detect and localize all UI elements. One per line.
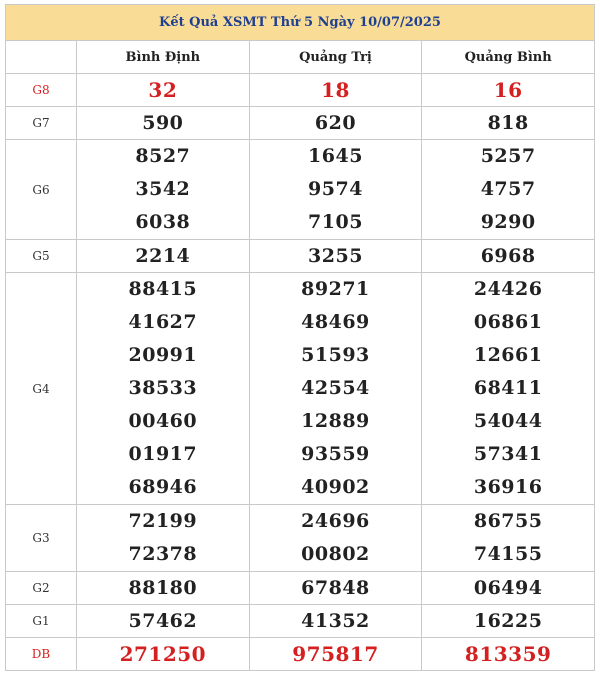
prize-cell: 16225 <box>422 605 595 638</box>
prize-cell <box>249 273 422 505</box>
prize-number: 54044 <box>473 410 543 432</box>
prize-number: 51593 <box>301 344 370 366</box>
prize-label: G1 <box>6 605 77 638</box>
prize-row <box>6 107 595 140</box>
table-title: Kết Quả XSMT Thứ 5 Ngày 10/07/2025 <box>6 5 595 41</box>
prize-cell: 16 <box>422 74 595 107</box>
lottery-results-table <box>5 4 595 671</box>
prize-cell: 57462 <box>77 605 250 638</box>
prize-number: 12889 <box>301 410 370 432</box>
prize-header-blank <box>6 41 77 74</box>
prize-cell <box>77 140 250 240</box>
prize-row <box>6 140 595 240</box>
prize-label: G2 <box>6 572 77 605</box>
prize-cell <box>422 273 595 505</box>
prize-cell: 813359 <box>422 638 595 671</box>
prize-number: 72378 <box>128 543 198 565</box>
prize-cell: 06494 <box>422 572 595 605</box>
prize-number: 8527 <box>135 145 191 167</box>
prize-row <box>6 74 595 107</box>
prize-cell <box>422 140 595 240</box>
prize-cell: 67848 <box>249 572 422 605</box>
prize-label: G8 <box>6 74 77 107</box>
prize-number: 88415 <box>128 278 198 300</box>
prize-cell: 975817 <box>249 638 422 671</box>
prize-number: 86755 <box>473 510 543 532</box>
prize-cell <box>422 505 595 572</box>
prize-number: 48469 <box>301 311 370 333</box>
prize-number: 20991 <box>128 344 198 366</box>
prize-number: 1645 <box>308 145 363 167</box>
prize-cell <box>77 505 250 572</box>
prize-number: 36916 <box>473 476 543 498</box>
prize-cell: 41352 <box>249 605 422 638</box>
prize-label: G3 <box>6 505 77 572</box>
prize-number: 38533 <box>128 377 198 399</box>
prize-row <box>6 572 595 605</box>
prize-row <box>6 605 595 638</box>
prize-number: 57341 <box>473 443 543 465</box>
prize-number: 06861 <box>473 311 543 333</box>
prize-row <box>6 273 595 505</box>
prize-cell: 818 <box>422 107 595 140</box>
prize-number: 5257 <box>480 145 536 167</box>
prize-cell: 271250 <box>77 638 250 671</box>
prize-cell <box>77 273 250 505</box>
prize-label: G4 <box>6 273 77 505</box>
prize-cell: 3255 <box>249 240 422 273</box>
province-header: Quảng Bình <box>422 41 595 74</box>
prize-row <box>6 638 595 671</box>
prize-row <box>6 240 595 273</box>
prize-cell: 18 <box>249 74 422 107</box>
prize-number: 12661 <box>473 344 543 366</box>
prize-number: 9574 <box>308 178 363 200</box>
prize-label: G6 <box>6 140 77 240</box>
province-header: Bình Định <box>77 41 250 74</box>
prize-number: 01917 <box>128 443 198 465</box>
prize-number: 6038 <box>135 211 191 233</box>
prize-cell: 590 <box>77 107 250 140</box>
prize-number: 00802 <box>301 543 370 565</box>
prize-number: 72199 <box>128 510 198 532</box>
results-table-container <box>5 4 595 671</box>
prize-cell: 88180 <box>77 572 250 605</box>
prize-number: 89271 <box>301 278 370 300</box>
prize-number: 42554 <box>301 377 370 399</box>
prize-number: 68411 <box>473 377 543 399</box>
prize-number: 40902 <box>301 476 370 498</box>
prize-cell: 2214 <box>77 240 250 273</box>
prize-number: 41627 <box>128 311 198 333</box>
prize-label: G5 <box>6 240 77 273</box>
prize-cell <box>249 140 422 240</box>
prize-number: 4757 <box>480 178 536 200</box>
province-header-row <box>6 41 595 74</box>
prize-number: 93559 <box>301 443 370 465</box>
prize-number: 24426 <box>473 278 543 300</box>
title-row <box>6 5 595 41</box>
prize-label: G7 <box>6 107 77 140</box>
results-body <box>6 74 595 671</box>
prize-row <box>6 505 595 572</box>
prize-cell <box>249 505 422 572</box>
prize-number: 7105 <box>308 211 363 233</box>
prize-cell: 6968 <box>422 240 595 273</box>
prize-number: 3542 <box>135 178 191 200</box>
prize-number: 00460 <box>128 410 198 432</box>
prize-number: 24696 <box>301 510 370 532</box>
province-header: Quảng Trị <box>249 41 422 74</box>
prize-cell: 620 <box>249 107 422 140</box>
prize-cell: 32 <box>77 74 250 107</box>
prize-number: 9290 <box>480 211 536 233</box>
prize-label: DB <box>6 638 77 671</box>
prize-number: 74155 <box>473 543 543 565</box>
prize-number: 68946 <box>128 476 198 498</box>
